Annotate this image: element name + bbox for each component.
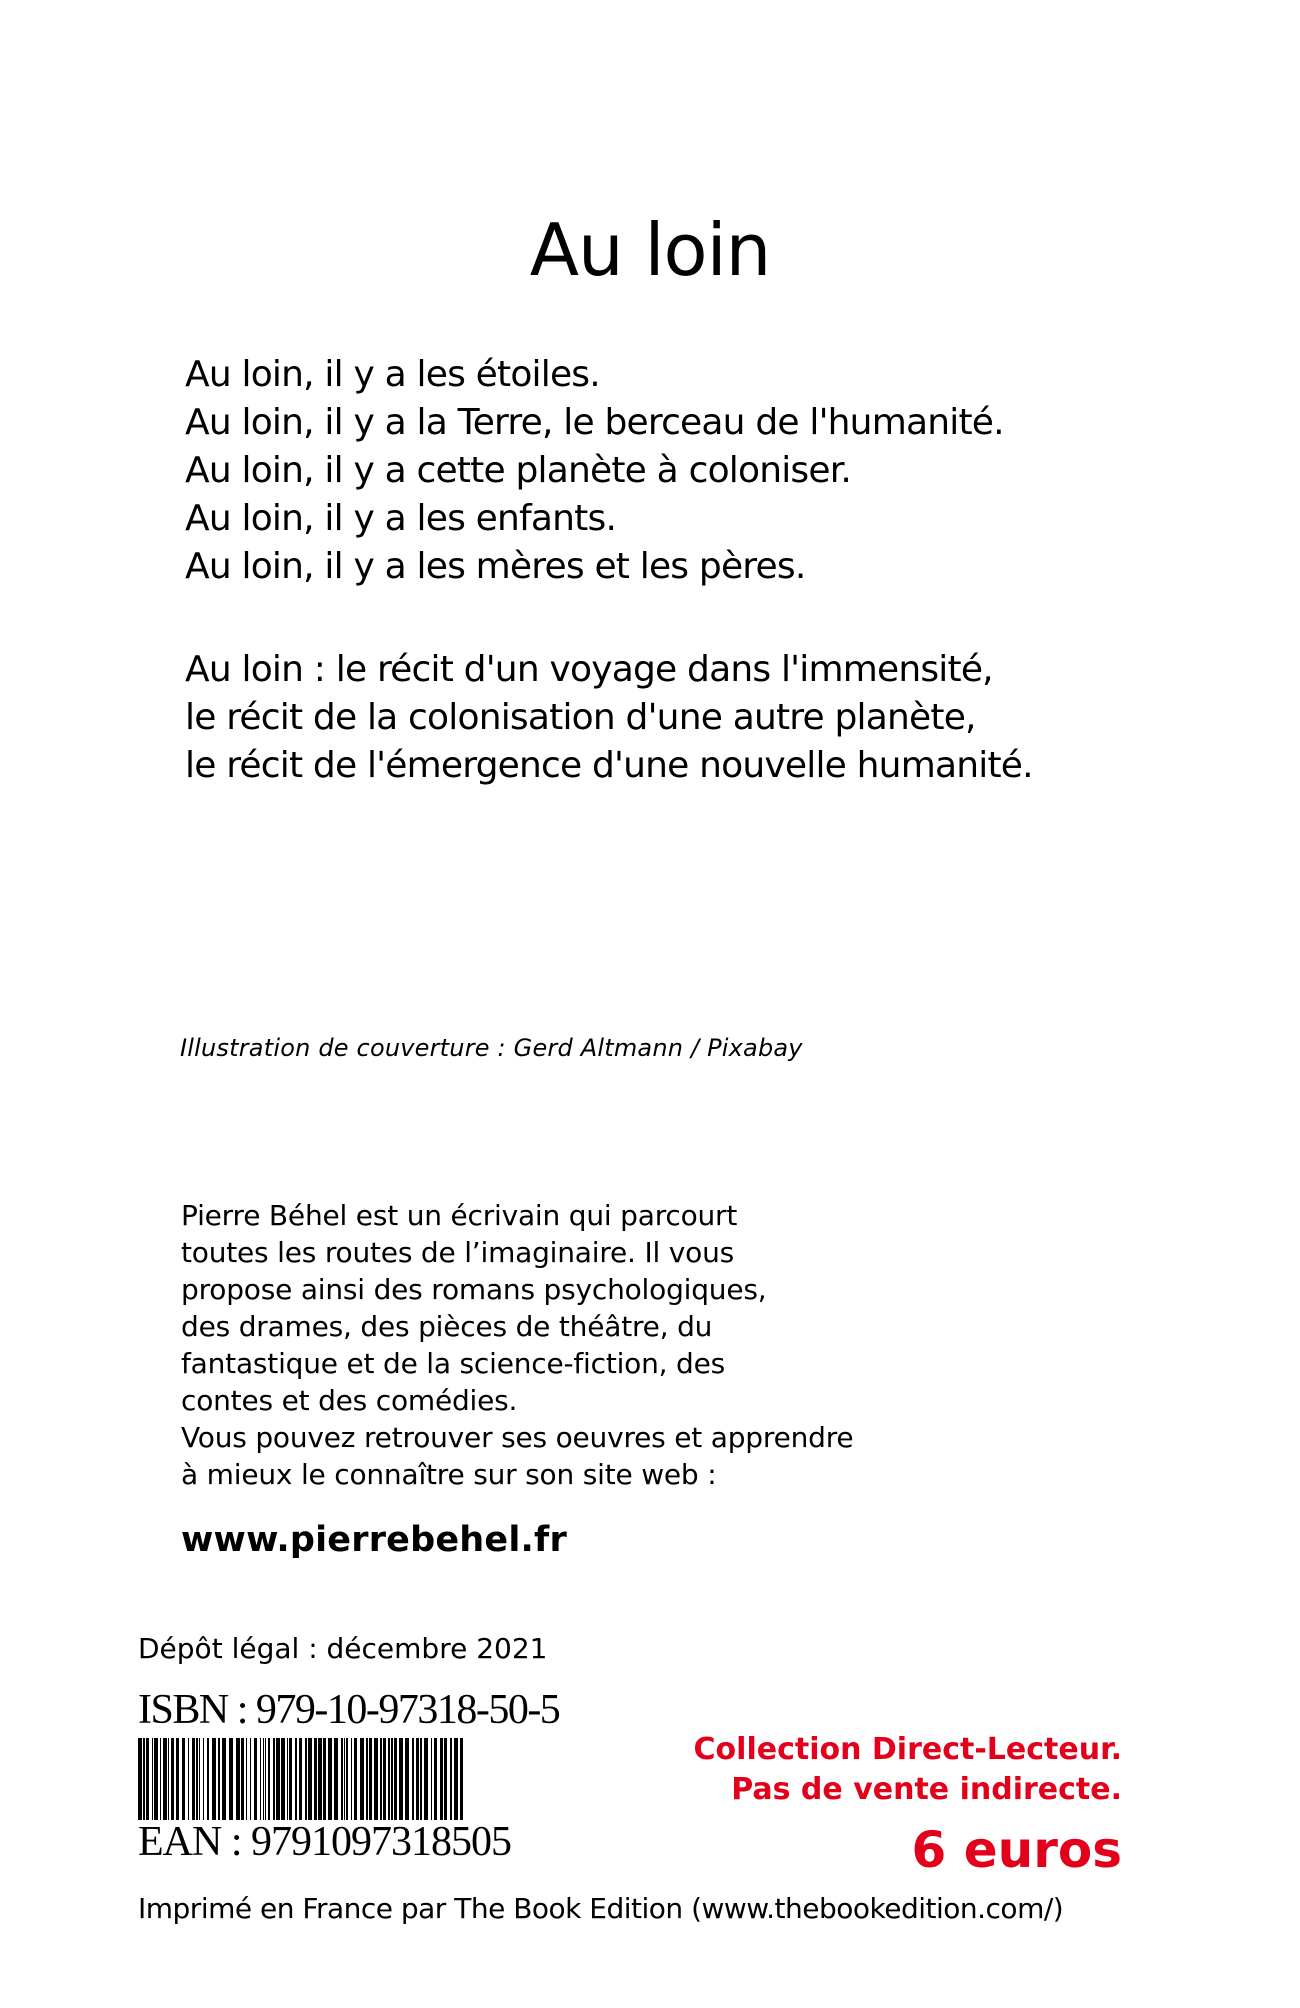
barcode-bar <box>229 1738 233 1820</box>
barcode-bar <box>171 1738 174 1820</box>
printer-info: Imprimé en France par The Book Edition (www.thebookedition.com/) <box>138 1892 1064 1925</box>
barcode-bar <box>424 1738 428 1820</box>
barcode-bar <box>263 1738 264 1820</box>
bio-line: propose ainsi des romans psychologiques, <box>181 1273 767 1306</box>
barcode-bar <box>444 1738 447 1820</box>
barcode-bar <box>323 1738 326 1820</box>
barcode-bar <box>351 1738 352 1820</box>
barcode-bar <box>388 1738 390 1820</box>
barcode-bar <box>318 1738 322 1820</box>
bio-line: des drames, des pièces de théâtre, du <box>181 1310 713 1343</box>
summary-line: le récit de la colonisation d'une autre planète, <box>185 697 976 738</box>
barcode-bar <box>273 1738 275 1820</box>
barcode-bar <box>305 1738 307 1820</box>
barcode-bar <box>281 1738 285 1820</box>
barcode-bar <box>383 1738 386 1820</box>
barcode-bar <box>222 1738 226 1820</box>
barcode-bar <box>192 1738 195 1820</box>
barcode-bar <box>276 1738 280 1820</box>
barcode-bar <box>289 1738 292 1820</box>
poem-line: Au loin, il y a les mères et les pères. <box>185 546 806 587</box>
summary-line: Au loin : le récit d'un voyage dans l'immensité, <box>185 649 993 690</box>
bio-line: toutes les routes de l’imaginaire. Il vous <box>181 1236 735 1269</box>
barcode-bar <box>260 1738 261 1820</box>
barcode-bar <box>354 1738 357 1820</box>
barcode-bar <box>146 1738 149 1820</box>
poem-line: Au loin, il y a cette planète à coloniser. <box>185 450 852 491</box>
price: 6 euros <box>911 1821 1122 1879</box>
isbn-label: ISBN : 979-10-97318-50-5 <box>138 1687 560 1733</box>
barcode-bar <box>168 1738 169 1820</box>
barcode-bar <box>236 1738 240 1820</box>
bio-line: à mieux le connaître sur son site web : <box>181 1458 717 1491</box>
poem-line: Au loin, il y a les enfants. <box>185 498 617 539</box>
barcode-bar <box>196 1738 198 1820</box>
barcode-bar <box>328 1738 332 1820</box>
barcode-bar <box>299 1738 302 1820</box>
book-title: Au loin <box>529 208 771 292</box>
barcode-bar <box>314 1738 317 1820</box>
barcode-bar <box>152 1738 153 1820</box>
barcode-bar <box>380 1738 382 1820</box>
barcode-bar <box>308 1738 312 1820</box>
bio-line: fantastique et de la science-fiction, des <box>181 1347 726 1380</box>
barcode-bar <box>434 1738 437 1820</box>
barcode-bar <box>420 1738 422 1820</box>
barcode-bar <box>431 1738 432 1820</box>
barcode-bar <box>254 1738 257 1820</box>
barcode-bar <box>412 1738 414 1820</box>
barcode-bar <box>212 1738 216 1820</box>
barcode-bar <box>176 1738 179 1820</box>
barcode-bar <box>399 1738 403 1820</box>
barcode-bar <box>265 1738 266 1820</box>
barcode-bar <box>241 1738 244 1820</box>
author-website-link[interactable]: www.pierrebehel.fr <box>181 1520 567 1560</box>
barcode-bar <box>460 1738 463 1820</box>
barcode-bar <box>369 1738 372 1820</box>
barcode-bar <box>454 1738 458 1820</box>
barcode-bar <box>295 1738 297 1820</box>
barcode-bar <box>203 1738 204 1820</box>
barcode-bar <box>154 1738 158 1820</box>
barcode-bar <box>391 1738 393 1820</box>
barcode-bar <box>138 1738 142 1820</box>
barcode-bar <box>143 1738 145 1820</box>
barcode-bar <box>287 1738 288 1820</box>
barcode-bar <box>450 1738 452 1820</box>
barcode-bar <box>250 1738 251 1820</box>
illustration-credit: Illustration de couverture : Gerd Altmann / Pixabay <box>180 1034 803 1062</box>
barcode-bar <box>344 1738 345 1820</box>
barcode-bar <box>334 1738 338 1820</box>
barcode-bar <box>188 1738 189 1820</box>
collection-name: Collection Direct-Lecteur. <box>693 1732 1122 1767</box>
barcode-bar <box>360 1738 364 1820</box>
barcode-bar <box>394 1738 397 1820</box>
barcode-bar <box>346 1738 348 1820</box>
bio-line: Pierre Béhel est un écrivain qui parcourt <box>181 1199 738 1232</box>
barcode-bar <box>341 1738 343 1820</box>
poem-line: Au loin, il y a la Terre, le berceau de l'humanité. <box>185 402 1004 443</box>
summary-line: le récit de l'émergence d'une nouvelle humanité. <box>185 745 1033 786</box>
barcode-bar <box>366 1738 368 1820</box>
barcode-bar <box>440 1738 443 1820</box>
bio-line: Vous pouvez retrouver ses oeuvres et apprendre <box>181 1421 854 1454</box>
barcode-bar <box>182 1738 185 1820</box>
barcode-bar <box>199 1738 200 1820</box>
barcode-bar <box>218 1738 220 1820</box>
legal-deposit: Dépôt légal : décembre 2021 <box>138 1632 548 1665</box>
barcode-bar <box>207 1738 209 1820</box>
barcode-bar <box>374 1738 378 1820</box>
barcode-bar <box>163 1738 167 1820</box>
barcode-bar <box>405 1738 409 1820</box>
barcode-icon <box>137 1738 463 1820</box>
barcode-bar <box>268 1738 270 1820</box>
sales-mention: Pas de vente indirecte. <box>731 1772 1122 1807</box>
barcode-bar <box>416 1738 419 1820</box>
barcode-bar <box>160 1738 161 1820</box>
barcode-bar <box>246 1738 247 1820</box>
bio-line: contes et des comédies. <box>181 1384 518 1417</box>
ean-label: EAN : 9791097318505 <box>138 1819 511 1865</box>
poem-line: Au loin, il y a les étoiles. <box>185 354 600 395</box>
